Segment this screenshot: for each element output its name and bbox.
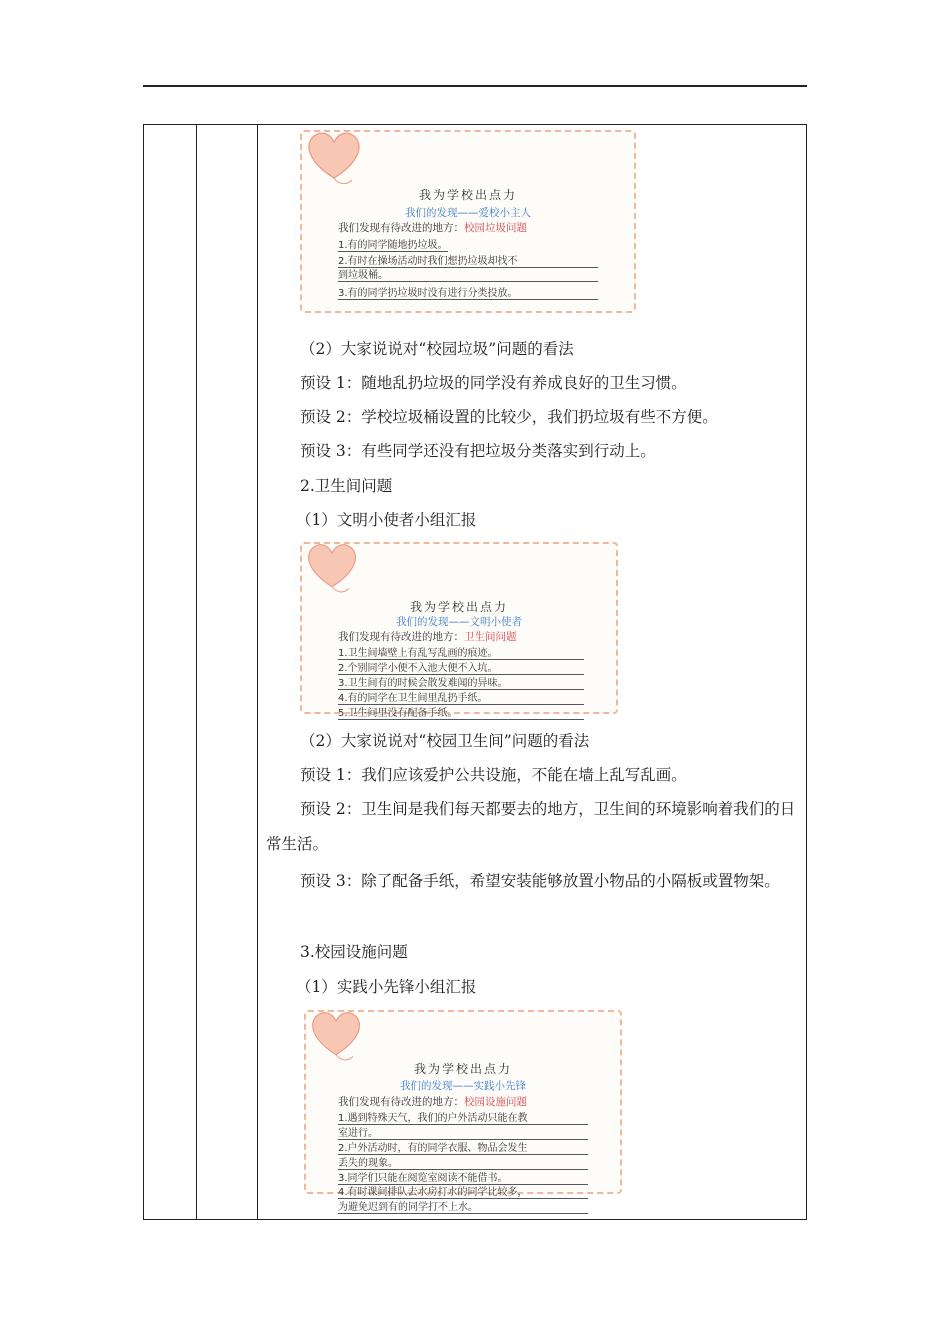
preset-2: 预设 2：学校垃圾桶设置的比较少，我们扔垃圾有些不方便。 (300, 408, 718, 426)
card-line: 2.有时在操场活动时我们想扔垃圾却找不 (338, 252, 598, 268)
card-line: 5.卫生间里没有配备手纸。 (338, 704, 584, 720)
heart-decoration-icon (300, 538, 366, 596)
card-intro (338, 629, 517, 644)
intro-prefix: 我们发现有待改进的地方： (338, 631, 464, 643)
discussion-restroom: （2）大家说说对“校园卫生间”问题的看法 (300, 732, 590, 750)
card-title: 我为学校出点力 (418, 188, 517, 202)
card-line: 丢失的现象。 (338, 1154, 588, 1170)
discussion-garbage: （2）大家说说对“校园垃圾”问题的看法 (300, 340, 574, 358)
worksheet-card-garbage (300, 130, 636, 313)
card-line: 2.户外活动时，有的同学衣服、物品会发生 (338, 1139, 588, 1155)
worksheet-card-restroom (300, 542, 618, 719)
heart-decoration-icon (304, 1006, 370, 1064)
card-line: 2.个别同学小便不入池大便不入坑。 (338, 659, 584, 675)
intro-prefix: 我们发现有待改进的地方： (338, 222, 464, 234)
card-title: 我为学校出点力 (409, 600, 508, 614)
card-title: 我为学校出点力 (413, 1062, 512, 1076)
report-restroom: （1）文明小使者小组汇报 (296, 511, 477, 529)
preset-3: 预设 3：有些同学还没有把垃圾分类落实到行动上。 (300, 442, 656, 460)
worksheet-card-facilities (304, 1010, 622, 1213)
intro-prefix: 我们发现有待改进的地方： (338, 1096, 464, 1108)
report-facilities: （1）实践小先锋小组汇报 (296, 978, 477, 996)
card-line: 1.卫生间墙壁上有乱写乱画的痕迹。 (338, 644, 584, 660)
column-divider (196, 125, 197, 1219)
card-line: 1.遇到特殊天气，我们的户外活动只能在教 (338, 1109, 588, 1125)
preset-1: 预设 1：我们应该爱护公共设施，不能在墙上乱写乱画。 (300, 766, 687, 784)
card-line: 3.同学们只能在阅览室阅读不能借书。 (338, 1169, 588, 1185)
card-line: 1.有的同学随地扔垃圾。 (338, 236, 448, 252)
section-heading-facilities: 3.校园设施问题 (300, 943, 408, 961)
card-subtitle: 我们的发现——爱校小主人 (405, 207, 531, 219)
card-line: 室进行。 (338, 1124, 588, 1140)
card-intro (338, 220, 527, 235)
card-line: 到垃圾桶。 (338, 266, 598, 282)
card-line: 3.有的同学扔垃圾时没有进行分类投放。 (338, 284, 598, 300)
intro-topic: 校园设施问题 (464, 1096, 527, 1108)
card-line: 为避免迟到有的同学打不上水。 (338, 1198, 588, 1214)
header-rule (143, 85, 807, 87)
intro-topic: 卫生间问题 (464, 631, 517, 643)
card-line: 4.有时课间排队去水房打水的同学比较多， (338, 1183, 588, 1199)
card-intro (338, 1094, 527, 1109)
card-line: 4.有的同学在卫生间里乱扔手纸。 (338, 689, 584, 705)
heart-decoration-icon (300, 126, 370, 188)
card-line: 3.卫生间有的时候会散发难闻的异味。 (338, 674, 584, 690)
section-heading-restroom: 2.卫生间问题 (300, 477, 393, 495)
preset-1: 预设 1：随地乱扔垃圾的同学没有养成良好的卫生习惯。 (300, 374, 687, 392)
preset-3: 预设 3：除了配备手纸，希望安装能够放置小物品的小隔板或置物架。 (300, 872, 780, 890)
intro-topic: 校园垃圾问题 (464, 222, 527, 234)
card-subtitle: 我们的发现——文明小使者 (396, 616, 522, 628)
card-subtitle: 我们的发现——实践小先锋 (400, 1080, 526, 1092)
column-divider (257, 125, 258, 1219)
preset-2: 预设 2：卫生间是我们每天都要去的地方，卫生间的环境影响着我们的日常生活。 (266, 800, 796, 853)
